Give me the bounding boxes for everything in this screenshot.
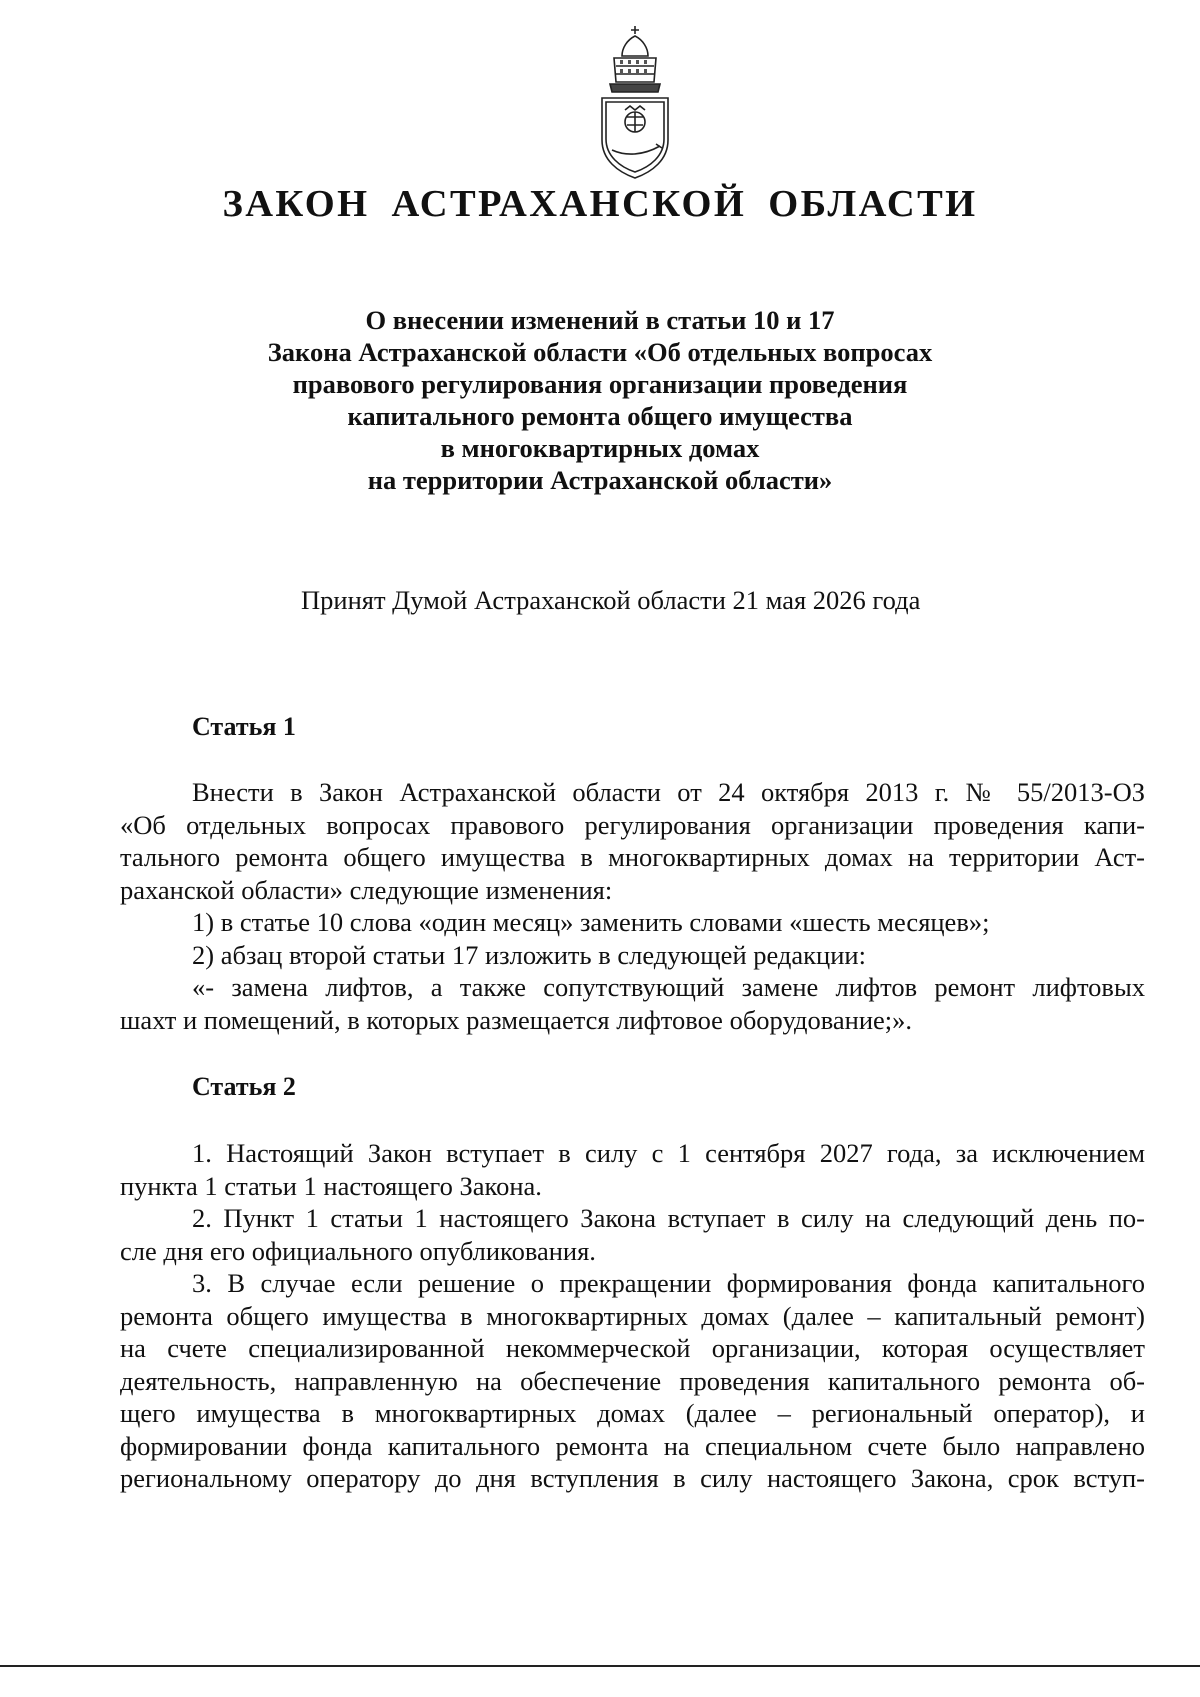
article-1-body xyxy=(120,776,1145,1036)
article-2-heading: Статья 2 xyxy=(192,1072,296,1101)
text-line: ремонта общего имущества в многоквартирных домах (далее – капитальный ремонт) xyxy=(120,1300,1145,1331)
text-line: Внести в Закон Астраханской области от 24 октября 2013 г. № 55/2013-ОЗ xyxy=(192,777,1145,807)
subtitle-line: капитального ремонта общего имущества xyxy=(347,401,853,431)
subtitle-line: в многоквартирных домах xyxy=(440,433,760,463)
text-line: 2. Пункт 1 статьи 1 настоящего Закона вступает в силу на следующий день по- xyxy=(192,1203,1145,1233)
text-line: на счете специализированной некоммерческой организации, которая осуществляет xyxy=(120,1333,1145,1363)
coat-of-arms-icon xyxy=(580,22,690,182)
law-subtitle xyxy=(0,304,1200,496)
text-line: раханской области» следующие изменения: xyxy=(120,874,613,905)
subtitle-line: на территории Астраханской области» xyxy=(367,465,833,495)
adoption-note: Принят Думой Астраханской области 21 мая 2026 года xyxy=(301,585,921,615)
text-line: 3. В случае если решение о прекращении формирования фонда капитального xyxy=(192,1268,1145,1298)
text-line: региональному оператору до дня вступления в силу настоящего Закона, срок вступ- xyxy=(120,1463,1145,1493)
text-line: «Об отдельных вопросах правового регулирования организации проведения капи- xyxy=(120,809,1145,840)
article-2-body xyxy=(120,1137,1145,1495)
article-1-heading: Статья 1 xyxy=(192,712,296,741)
text-line: шахт и помещений, в которых размещается лифтовое оборудование;». xyxy=(120,1004,913,1035)
text-line: пункта 1 статьи 1 настоящего Закона. xyxy=(120,1170,542,1201)
page-bottom-divider xyxy=(0,1665,1200,1667)
subtitle-line: Закона Астраханской области «Об отдельных вопросах xyxy=(267,337,933,367)
text-line: щего имущества в многоквартирных домах (далее – региональный оператор), и xyxy=(120,1398,1145,1428)
text-line: 2) абзац второй статьи 17 изложить в следующей редакции: xyxy=(192,939,866,970)
text-line: сле дня его официального опубликования. xyxy=(120,1235,596,1266)
text-line: деятельность, направленную на обеспечение проведения капитального ремонта об- xyxy=(120,1365,1145,1396)
text-line: 1. Настоящий Закон вступает в силу с 1 сентября 2027 года, за исключением xyxy=(192,1138,1145,1168)
text-line: 1) в статье 10 слова «один месяц» заменить словами «шесть месяцев»; xyxy=(192,907,990,937)
document-title: ЗАКОН АСТРАХАНСКОЙ ОБЛАСТИ xyxy=(222,183,978,225)
text-line: формировании фонда капитального ремонта на специальном счете было направлено xyxy=(120,1430,1145,1461)
text-line: тального ремонта общего имущества в многоквартирных домах на территории Аст- xyxy=(120,842,1145,872)
subtitle-line: правового регулирования организации проведения xyxy=(292,369,908,399)
text-line: «- замена лифтов, а также сопутствующий замене лифтов ремонт лифтовых xyxy=(192,972,1145,1002)
subtitle-line: О внесении изменений в статьи 10 и 17 xyxy=(365,305,835,335)
